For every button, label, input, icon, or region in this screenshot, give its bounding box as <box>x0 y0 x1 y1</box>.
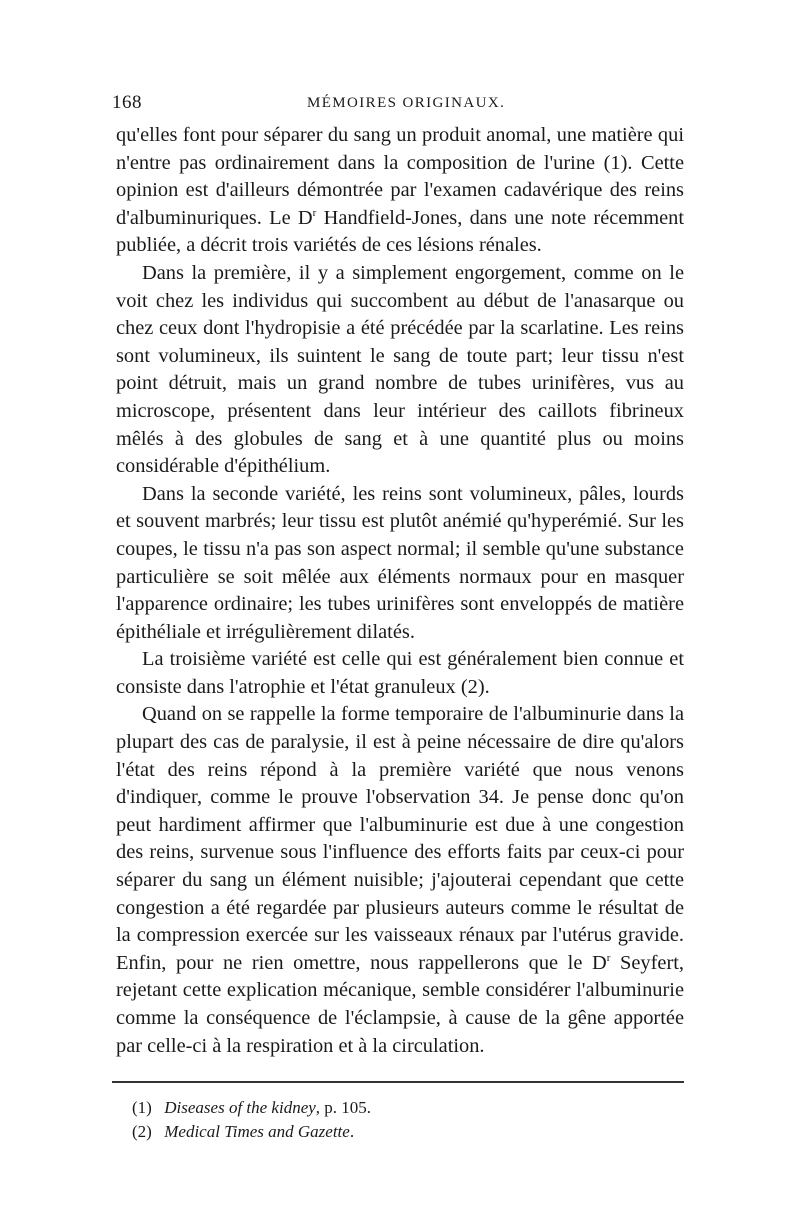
footnote-marker: (2) <box>132 1122 152 1141</box>
doctor-superscript: r <box>606 952 611 965</box>
paragraph-5-text-b: Seyfert, rejetant cette explication mécanique, semble considérer l'albuminurie comme la conséquence de l'éclampsie, à cause de la gêne apportée par celle-ci à la respiration et à la circulation. <box>116 951 684 1057</box>
footnote-title: Medical Times and Gazette <box>164 1122 350 1141</box>
paragraph-5-text-a: Quand on se rappelle la forme temporaire de l'albuminurie dans la plupart des cas de paralysie, il est à peine nécessaire de dire qu'alors l'état des reins répond à la première variété que nous venons d'indiquer, comme le prouve l'observation 34. Je pense donc qu'on peut hardiment affirmer que l'albuminurie est due à une congestion des reins, survenue sous l'influence des efforts faits par ceux-ci pour séparer du sang un élément nuisible; j'ajouterai cependant que cette congestion a été regardée par plusieurs auteurs comme le résultat de la compression exercée sur les vaisseaux rénaux par l'utérus gravide. Enfin, pour ne rien omettre, nous rappellerons que le D <box>116 703 684 974</box>
paragraph-4-text-b: . <box>484 675 490 698</box>
footnote-2 <box>132 1120 672 1144</box>
paragraph-1-text-b: . Cette opinion est d'ailleurs démontrée par l'examen cadavérique des reins d'albuminuriques. Le D <box>116 151 685 229</box>
main-text <box>116 122 684 1060</box>
paragraph-5 <box>116 701 684 1060</box>
footnote-ref-1: (1) <box>603 151 628 174</box>
footnote-1 <box>132 1096 672 1120</box>
footnote-marker: (1) <box>132 1098 152 1117</box>
page-number: 168 <box>112 92 142 113</box>
footnote-title: Diseases of the kidney <box>164 1098 316 1117</box>
footnotes <box>132 1096 672 1144</box>
footnote-rest: , p. 105. <box>315 1098 372 1117</box>
footnote-ref-2: (2) <box>460 675 485 698</box>
running-title: MÉMOIRES ORIGINAUX. <box>307 95 506 111</box>
paragraph-4 <box>116 646 684 701</box>
paragraph-1-text-c: Handfield-Jones, dans une note récemment publiée, a décrit trois variétés de ces lésions rénales. <box>116 206 685 257</box>
footnote-rest: . <box>349 1122 355 1141</box>
paragraph-1-text-a: qu'elles font pour séparer du sang un produit anomal, une matière qui n'entre pas ordinairement dans la composition de l'urine <box>116 124 684 174</box>
doctor-superscript: r <box>312 206 317 219</box>
footnote-divider <box>112 1081 684 1083</box>
paragraph-1 <box>116 122 684 260</box>
paragraph-4-text-a: La troisième variété est celle qui est généralement bien connue et consiste dans l'atrophie et l'état granuleux <box>116 648 684 698</box>
paragraph-2: Dans la première, il y a simplement engorgement, comme on le voit chez les individus qui succombent au début de l'anasarque ou chez ceux dont l'hydropisie a été précédée par la scarlatine. Les reins sont volumineux, ils suintent le sang de toute part; leur tissu n'est point détruit, mais un grand nombre de tubes urinifères, vus au microscope, présentent dans leur intérieur des caillots fibrineux mêlés à des globules de sang et à une quantité plus ou moins considérable d'épithélium. <box>116 261 684 478</box>
page-header <box>112 92 684 118</box>
paragraph-3: Dans la seconde variété, les reins sont volumineux, pâles, lourds et souvent marbrés; leur tissu est plutôt anémié qu'hyperémié. Sur les coupes, le tissu n'a pas son aspect normal; il semble qu'une substance particulière se soit mêlée aux éléments normaux pour en masquer l'apparence ordinaire; les tubes urinifères sont enveloppés de matière épithéliale et irrégulièrement dilatés. <box>116 482 684 643</box>
